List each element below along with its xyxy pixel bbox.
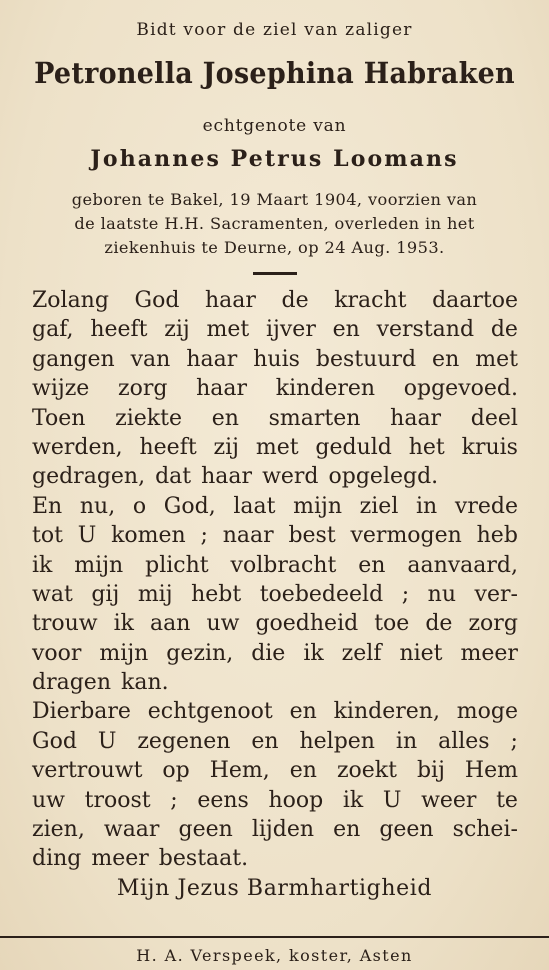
printer-credit: H. A. Verspeek, koster, Asten bbox=[136, 946, 413, 965]
body-line: ik mijn plicht volbracht en aanvaard, bbox=[32, 552, 518, 578]
body-line: God U zegenen en helpen in alles ; bbox=[32, 728, 518, 754]
body-line: wat gij mij hebt toebedeeld ; nu ver- bbox=[32, 581, 518, 607]
body-line: tot U komen ; naar best vermogen heb bbox=[32, 523, 518, 549]
body-line: vertrouwt op Hem, en zoekt bij Hem bbox=[32, 758, 518, 784]
body-line: werden, heeft zij met geduld het kruis bbox=[32, 434, 518, 460]
bio-line: geboren te Bakel, 19 Maart 1904, voorzien van bbox=[71, 190, 478, 209]
body-line: Zolang God haar de kracht daartoe bbox=[32, 288, 518, 313]
divider bbox=[253, 272, 297, 275]
body-line: gedragen, dat haar werd opgelegd. bbox=[32, 464, 439, 490]
body-line: gaf, heeft zij met ijver en verstand de bbox=[32, 317, 518, 343]
body-line: Toen ziekte en smarten haar deel bbox=[32, 405, 518, 431]
spouse-name: Johannes Petrus Loomans bbox=[90, 146, 459, 172]
spouse-intro-line: echtgenote van bbox=[202, 116, 347, 136]
body-line: dragen kan. bbox=[32, 670, 169, 696]
intro-line: Bidt voor de ziel van zaliger bbox=[136, 20, 413, 40]
body-line: En nu, o God, laat mijn ziel in vrede bbox=[32, 493, 518, 519]
footer-rule bbox=[0, 936, 549, 938]
body-line: trouw ik aan uw goedheid toe de zorg bbox=[32, 611, 518, 637]
body-line: zien, waar geen lijden en geen schei- bbox=[32, 817, 518, 843]
body-line: uw troost ; eens hoop ik U weer te bbox=[32, 787, 518, 813]
body-line: gangen van haar huis bestuurd en met bbox=[32, 346, 518, 372]
closing-prayer: Mijn Jezus Barmhartigheid bbox=[116, 876, 433, 901]
deceased-name: Petronella Josephina Habraken bbox=[34, 56, 515, 90]
body-line: wijze zorg haar kinderen opgevoed. bbox=[32, 376, 518, 402]
body-line: Dierbare echtgenoot en kinderen, moge bbox=[32, 699, 518, 725]
body-line: ding meer bestaat. bbox=[32, 846, 249, 872]
body-text bbox=[32, 286, 518, 874]
bio-line: de laatste H.H. Sacramenten, overleden in het bbox=[74, 214, 475, 233]
bio-line: ziekenhuis te Deurne, op 24 Aug. 1953. bbox=[104, 238, 445, 257]
body-line: voor mijn gezin, die ik zelf niet meer bbox=[32, 640, 518, 666]
